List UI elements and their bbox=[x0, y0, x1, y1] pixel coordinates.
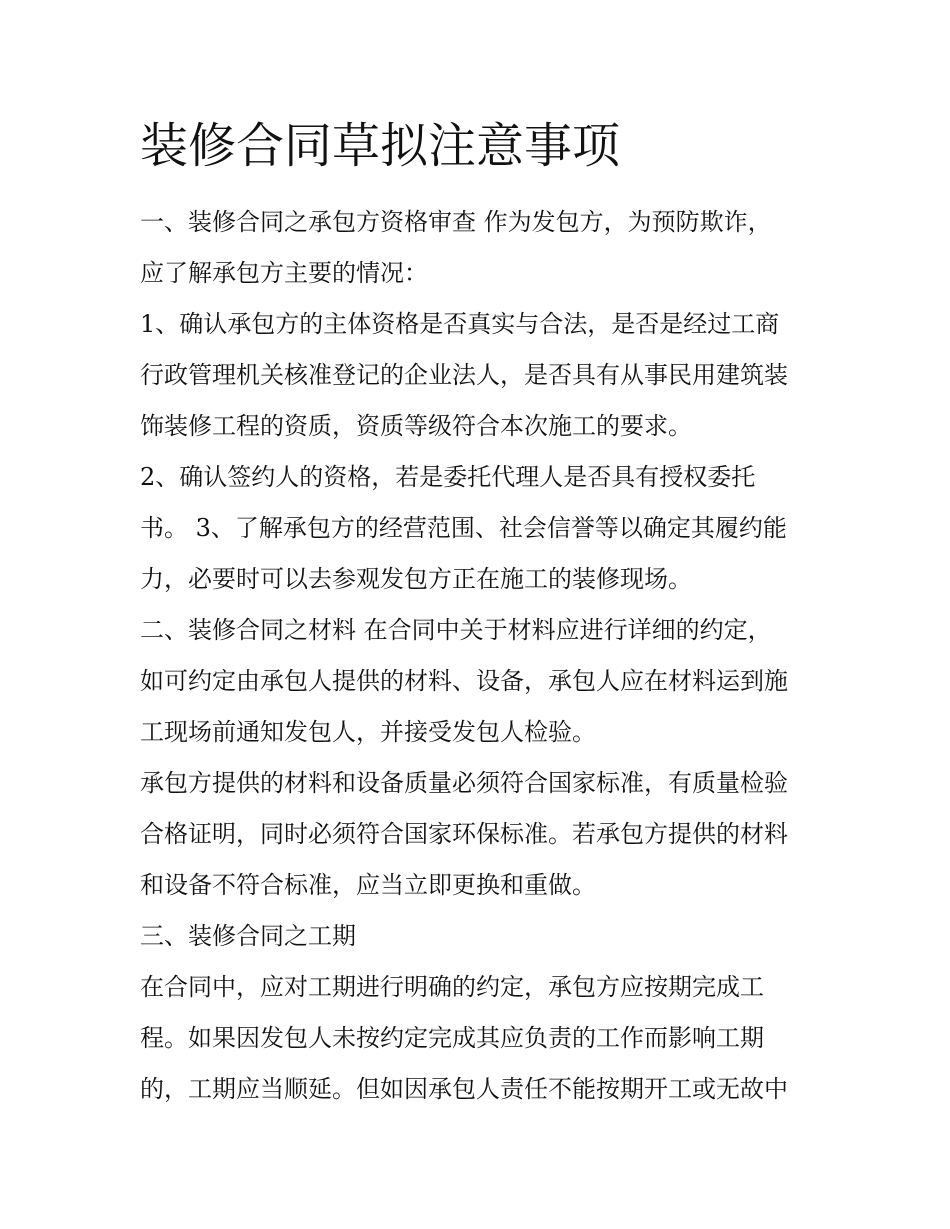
paragraph-line: 应了解承包方主要的情况： bbox=[140, 259, 428, 287]
paragraph-line: 1、确认承包方的主体资格是否真实与合法，是否是经过工商 bbox=[140, 310, 780, 338]
paragraph-line: 承包方提供的材料和设备质量必须符合国家标准，有质量检验 bbox=[140, 769, 788, 797]
paragraph-line: 二、装修合同之材料 在合同中关于材料应进行详细的约定， bbox=[140, 616, 772, 644]
paragraph-line: 如可约定由承包人提供的材料、设备，承包人应在材料运到施 bbox=[140, 667, 788, 695]
paragraph-line: 力，必要时可以去参观发包方正在施工的装修现场。 bbox=[140, 565, 692, 593]
paragraph-line: 饰装修工程的资质，资质等级符合本次施工的要求。 bbox=[140, 412, 692, 440]
paragraph-line: 的，工期应当顺延。但如因承包人责任不能按期开工或无故中 bbox=[140, 1075, 788, 1103]
paragraph-line: 书。 3、了解承包方的经营范围、社会信誉等以确定其履约能 bbox=[140, 514, 787, 542]
paragraph-line: 三、装修合同之工期 bbox=[140, 922, 356, 950]
paragraph-line: 工现场前通知发包人，并接受发包人检验。 bbox=[140, 718, 596, 746]
paragraph-line: 一、装修合同之承包方资格审查 作为发包方，为预防欺诈， bbox=[140, 208, 772, 236]
paragraph-line: 和设备不符合标准，应当立即更换和重做。 bbox=[140, 871, 596, 899]
paragraph-line: 程。如果因发包人未按约定完成其应负责的工作而影响工期 bbox=[140, 1024, 764, 1052]
page-title: 装修合同草拟注意事项 bbox=[140, 118, 621, 174]
paragraph-line: 在合同中，应对工期进行明确的约定，承包方应按期完成工 bbox=[140, 973, 764, 1001]
paragraph-line: 合格证明，同时必须符合国家环保标准。若承包方提供的材料 bbox=[140, 820, 788, 848]
paragraph-line: 行政管理机关核准登记的企业法人，是否具有从事民用建筑装 bbox=[140, 361, 788, 389]
paragraph-line: 2、确认签约人的资格，若是委托代理人是否具有授权委托 bbox=[140, 463, 756, 491]
